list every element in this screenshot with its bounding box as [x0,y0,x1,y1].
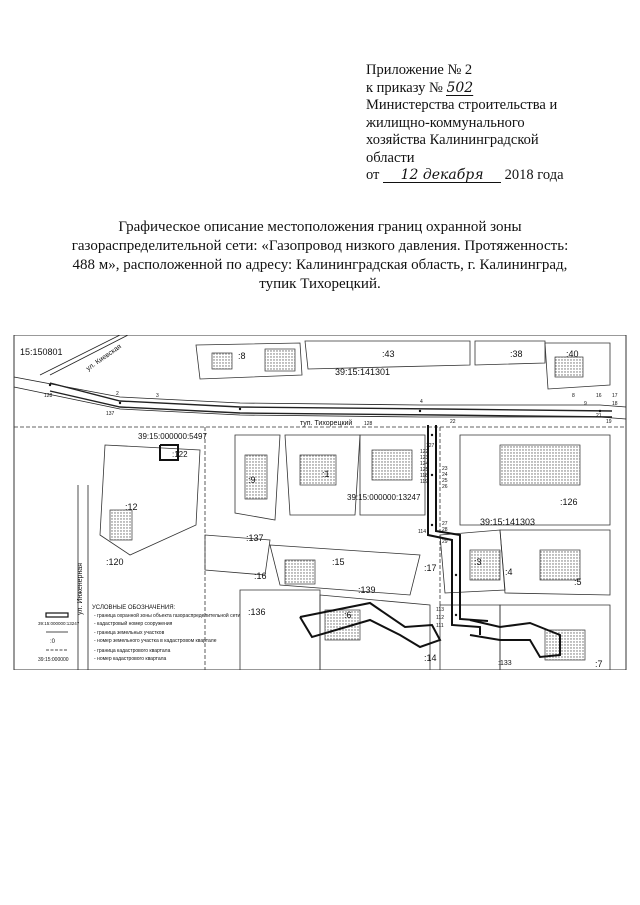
svg-text:39:15:000000:13247: 39:15:000000:13247 [38,621,80,626]
svg-text:25: 25 [442,478,448,484]
svg-text:24: 24 [442,472,448,478]
svg-text:4: 4 [420,399,423,405]
appendix-line: области [366,149,415,166]
quarter-label: 39:15:141303 [480,517,536,527]
point-markers [49,384,601,616]
svg-text:2: 2 [116,391,119,397]
svg-text:21: 21 [596,413,602,419]
document-title [60,218,580,294]
svg-text:114: 114 [418,529,426,535]
order-prefix: к приказу № [366,79,443,96]
parcel-label: :1 [322,469,330,479]
svg-text:- граница кадастрового квартал: - граница кадастрового квартала [94,648,171,654]
parcel-label: :17 [424,563,437,573]
parcel-label: :15 [332,557,345,567]
appendix-line: Приложение № 2 [366,62,473,78]
svg-text:- номер земельного участка в к: - номер земельного участка в кадастровом квартале [94,638,217,644]
title-line: 488 м», расположенной по адресу: Калининградская область, г. Калининград, [72,257,568,273]
title-line: газораспределительной сети: «Газопровод низкого давления. Протяженность: [71,238,569,254]
svg-text:124: 124 [420,461,429,467]
parcel-label: :14 [424,653,437,663]
svg-text::0: :0 [50,639,56,645]
quarter-label: 15:150801 [20,347,63,357]
parcel-label: :12 [125,502,138,512]
parcel-label: :9 [248,475,256,485]
svg-text:118: 118 [420,473,428,479]
svg-text:111: 111 [436,623,444,629]
svg-text:119: 119 [420,479,428,485]
title-line: Графическое описание местоположения границ охранной зоны [118,219,522,235]
parcel-label: :4 [505,567,513,577]
svg-text:113: 113 [436,607,444,613]
svg-text:26: 26 [442,484,448,490]
svg-text:22: 22 [450,419,456,425]
svg-text:128: 128 [44,393,53,399]
svg-text:39:15:000000: 39:15:000000 [38,657,69,663]
order-line [366,80,616,98]
svg-text:125: 125 [420,467,429,473]
parcel-label: :43 [382,349,395,359]
parcel-label: :16 [254,571,267,581]
svg-text:112: 112 [436,615,444,621]
parcel-label: :139 [358,585,376,595]
cadastral-map [0,335,640,670]
appendix-line: хозяйства Калининградской [366,132,539,148]
svg-text:- граница земельных участков: - граница земельных участков [94,630,165,636]
svg-text:28: 28 [442,527,448,533]
parcel-label: :38 [510,349,523,359]
svg-text:9: 9 [584,401,587,407]
date-suffix: 2018 года [504,167,564,183]
svg-text:29: 29 [442,539,448,545]
date-handwritten: 12 декабря [400,167,484,183]
svg-text:122: 122 [420,449,429,455]
parcel-label: :6 [344,610,352,620]
svg-text:3: 3 [156,393,159,399]
parcel-label: :120 [106,557,124,567]
svg-text:- номер кадастрового квартала: - номер кадастрового квартала [94,656,167,662]
structure-label: 39:15:000000:5497 [138,432,207,441]
svg-text:17: 17 [612,393,618,399]
appendix-block [366,62,616,185]
svg-text:18: 18 [612,401,618,407]
parcel-label: :126 [560,497,578,507]
road-label: ул. Инженерная [77,563,84,615]
appendix-line: Министерства строительства и [366,97,558,113]
svg-text:127: 127 [426,443,435,449]
date-handwritten-line [383,168,501,183]
parcel-label: :5 [574,577,582,587]
parcel-label: :133 [498,660,512,667]
road-label: туп. Тихорецкий [300,420,353,427]
svg-text:16: 16 [596,393,602,399]
svg-text:123: 123 [420,455,429,461]
svg-text:19: 19 [606,419,612,425]
order-number-handwritten: 502 [446,79,474,96]
svg-text:23: 23 [442,466,448,472]
structure-label: 39:15:000000:13247 [347,493,421,502]
parcel-label: :137 [246,533,264,543]
parcel-label: :3 [474,557,482,567]
parcel-label: :122 [172,450,188,459]
title-line: тупик Тихорецкий. [259,276,381,292]
svg-text:8: 8 [572,393,575,399]
road-label: ул. Киевская [85,343,123,373]
svg-text:137: 137 [106,411,115,417]
parcel-label: :40 [566,349,579,359]
parcel-label: :136 [248,607,266,617]
legend-title: УСЛОВНЫЕ ОБОЗНАЧЕНИЯ: [92,605,176,611]
svg-text:128: 128 [364,421,373,427]
date-line [366,167,616,185]
parcel-label: :8 [238,351,246,361]
parcel-label: :7 [595,659,603,669]
appendix-line: жилищно-коммунального [366,114,525,131]
date-prefix: от [366,167,380,183]
quarter-label: 39:15:141301 [335,367,391,377]
svg-text:- граница охранной зоны объект: - граница охранной зоны объекта газораспределительной сети [94,613,241,619]
svg-text:- кадастровый номер сооружения: - кадастровый номер сооружения [94,621,173,627]
map-legend [38,605,241,663]
svg-text:27: 27 [442,521,448,527]
